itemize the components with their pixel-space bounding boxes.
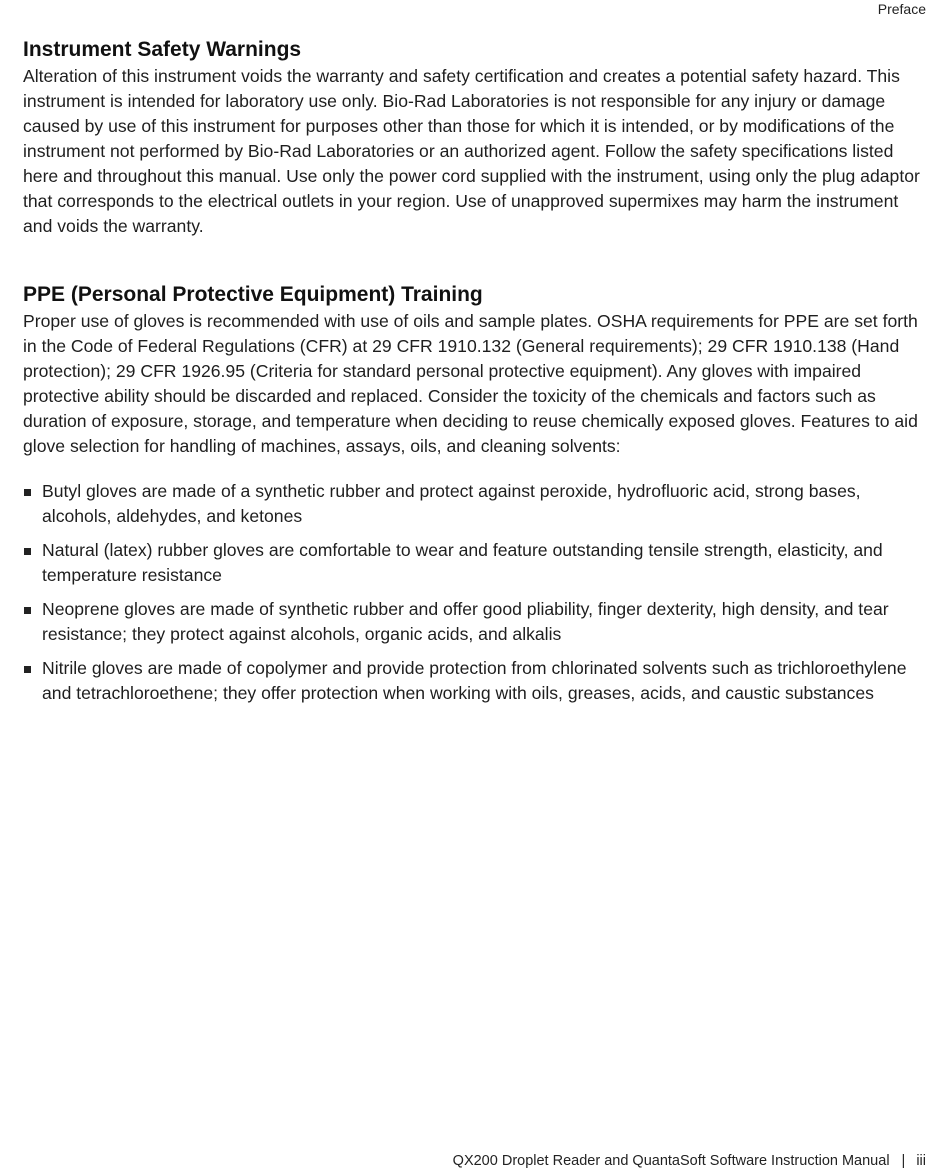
running-head: Preface <box>877 1 926 17</box>
list-item-text: Nitrile gloves are made of copolymer and provide protection from chlorinated solvents such as trichloroethylene and tetrachloroethene; they offer protection when working with oils, greases, acids, and caustic substances <box>42 658 907 703</box>
list-item <box>23 597 928 647</box>
square-bullet-icon <box>24 489 31 496</box>
section-heading: Instrument Safety Warnings <box>23 38 302 61</box>
section-ppe-training <box>23 282 928 715</box>
list-item-text: Neoprene gloves are made of synthetic rubber and offer good pliability, finger dexterity, high density, and tear resistance; they protect against alcohols, organic acids, and alkalis <box>42 599 889 644</box>
list-item-text: Natural (latex) rubber gloves are comfortable to wear and feature outstanding tensile strength, elasticity, and temperature resistance <box>42 540 883 585</box>
square-bullet-icon <box>24 607 31 614</box>
list-item-text: Butyl gloves are made of a synthetic rubber and protect against peroxide, hydrofluoric acid, strong bases, alcohols, aldehydes, and ketones <box>42 481 861 526</box>
section-heading: PPE (Personal Protective Equipment) Training <box>23 283 483 306</box>
list-item <box>23 479 928 529</box>
glove-types-list <box>23 479 928 706</box>
square-bullet-icon <box>24 666 31 673</box>
section-instrument-safety-warnings <box>23 37 928 239</box>
page-footer <box>453 1153 926 1169</box>
section-paragraph: Alteration of this instrument voids the warranty and safety certification and creates a potential safety hazard. This instrument is intended for laboratory use only. Bio-Rad Laboratories is not responsible for any injury or damage caused by use of this instrument for purposes other than those for which it is intended, or by modifications of the instrument not performed by Bio-Rad Laboratories or an authorized agent. Follow the safety specifications listed here and throughout this manual. Use only the power cord supplied with the instrument, using only the plug adaptor that corresponds to the electrical outlets in your region. Use of unapproved supermixes may harm the instrument and voids the warranty. <box>23 66 920 236</box>
footer-separator: | <box>901 1153 906 1169</box>
section-paragraph: Proper use of gloves is recommended with use of oils and sample plates. OSHA requirements for PPE are set forth in the Code of Federal Regulations (CFR) at 29 CFR 1910.132 (General requirements); 29 CFR 1910.138 (Hand protection); 29 CFR 1926.95 (Criteria for standard personal protective equipment). Any gloves with impaired protective ability should be discarded and replaced. Consider the toxicity of the chemicals and factors such as duration of exposure, storage, and temperature when deciding to reuse chemically exposed gloves. Features to aid glove selection for handling of machines, assays, oils, and cleaning solvents: <box>23 311 918 456</box>
list-item <box>23 538 928 588</box>
list-item <box>23 656 928 706</box>
manual-title: QX200 Droplet Reader and QuantaSoft Software Instruction Manual <box>452 1153 890 1169</box>
page-number: iii <box>916 1153 926 1169</box>
square-bullet-icon <box>24 548 31 555</box>
